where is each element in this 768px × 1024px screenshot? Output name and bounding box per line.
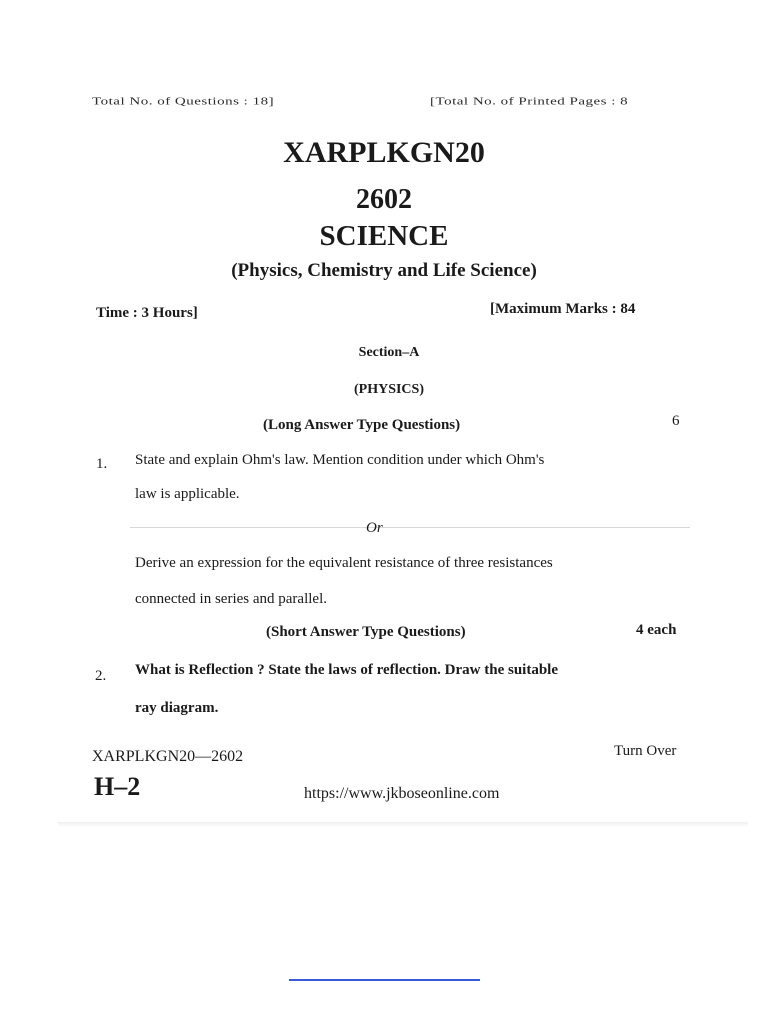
question-1-text-line-2: law is applicable. (135, 486, 240, 502)
question-2-number: 2. (95, 668, 107, 684)
maximum-marks: [Maximum Marks : 84 (490, 301, 636, 317)
time-allowed: Time : 3 Hours] (96, 305, 198, 321)
total-printed-pages: [Total No. of Printed Pages : 8 (430, 96, 629, 108)
short-answer-heading: (Short Answer Type Questions) (266, 624, 466, 640)
long-answer-heading: (Long Answer Type Questions) (263, 417, 461, 433)
subject-title: SCIENCE (319, 220, 449, 252)
or-divider (130, 527, 690, 528)
turn-over-label: Turn Over (614, 743, 677, 759)
section-heading: Section–A (358, 345, 420, 360)
total-questions: Total No. of Questions : 18] (92, 96, 275, 108)
subject-subtitle: (Physics, Chemistry and Life Science) (231, 260, 537, 281)
source-url[interactable]: https://www.jkboseonline.com (304, 785, 500, 802)
paper-number: 2602 (356, 184, 412, 215)
question-1-alternative-line-1: Derive an expression for the equivalent resistance of three resistances (135, 555, 553, 571)
long-answer-marks: 6 (672, 413, 680, 429)
short-answer-marks: 4 each (636, 622, 677, 638)
scan-edge-shadow (58, 822, 748, 827)
question-2-text-line-1: What is Reflection ? State the laws of reflection. Draw the suitable (135, 662, 558, 678)
section-discipline: (PHYSICS) (353, 382, 424, 397)
question-2-text-line-2: ray diagram. (135, 700, 219, 716)
page-label: H–2 (94, 772, 141, 801)
footer-paper-code: XARPLKGN20—2602 (92, 748, 244, 765)
question-1-text-line-1: State and explain Ohm's law. Mention condition under which Ohm's (135, 452, 545, 468)
or-label: Or (366, 520, 383, 536)
question-1-number: 1. (96, 456, 108, 472)
link-underline[interactable] (289, 979, 480, 981)
question-1-alternative-line-2: connected in series and parallel. (135, 591, 327, 607)
paper-code: XARPLKGN20 (283, 136, 485, 169)
